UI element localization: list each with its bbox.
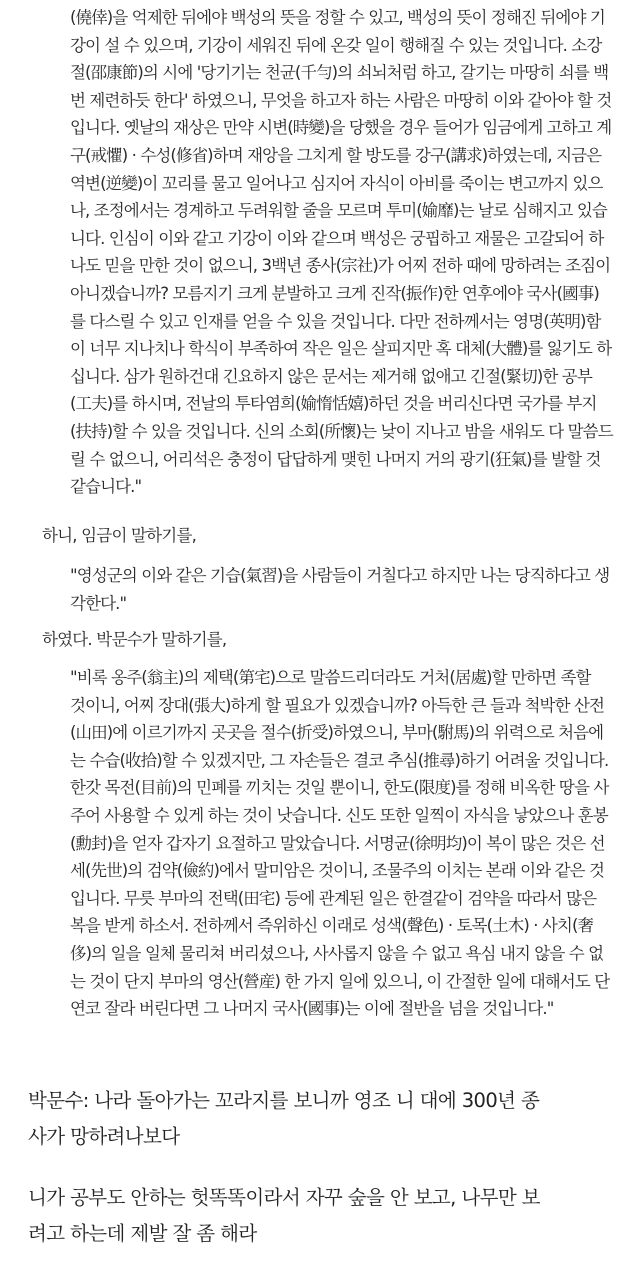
text-line: 이 너무 지나치나 학식이 부족하여 작은 일은 살피지만 혹 대체(大體)를 잃기도 하 <box>70 339 612 359</box>
text-line: 것이니, 어찌 장대(張大)하게 할 필요가 있겠습니까? 아득한 큰 들과 척박한 산전 <box>70 695 605 715</box>
text-line: 입니다. 무릇 부마의 전택(田宅) 등에 관계된 일은 한결같이 검약을 따라서 많은 <box>70 888 597 908</box>
text-line: (扶持)할 수 있을 것입니다. 신의 소회(所懷)는 낮이 지나고 밤을 새워도 다 말씀드 <box>70 421 613 441</box>
text-line: 절(邵康節)의 시에 '당기기는 천균(千勻)의 쇠뇌처럼 하고, 갈기는 마땅히 쇠를 백 <box>70 63 609 83</box>
king-reply-quote <box>70 562 630 617</box>
text-line: 각한다." <box>70 593 127 613</box>
text-line: (勳封)을 얻자 갑자기 요절하고 말았습니다. 서명균(徐明均)이 복이 많은 것은 선 <box>70 833 605 853</box>
text-line: 는 것이 단지 부마의 영산(營産) 한 가지 일에 있으니, 이 간절한 일에 대해서도 단 <box>70 971 610 991</box>
text-line: (山田)에 이르기까지 곳곳을 절수(折受)하였으니, 부마(駙馬)의 위력으로 처음에 <box>70 723 604 743</box>
text-line: 연코 잘라 버린다면 그 나머지 국사(國事)는 이에 절반을 넘을 것입니다." <box>70 999 554 1019</box>
comment-line: 려고 하는데 제발 잘 좀 해라 <box>28 1222 257 1245</box>
text-line: 세(先世)의 검약(儉約)에서 말미암은 것이니, 조물주의 이치는 본래 이와 같은 것 <box>70 861 605 881</box>
text-line: 복을 받게 하소서. 전하께서 즉위하신 이래로 성색(聲色) · 토목(土木) · 사치(奢 <box>70 916 594 936</box>
text-line: 같습니다." <box>70 477 142 497</box>
comment-line: 사가 망하려나보다 <box>28 1125 180 1148</box>
text-line: 강이 설 수 있으며, 기강이 세워진 뒤에 온갖 일이 행해질 수 있는 것입니다. 소강 <box>70 35 602 55</box>
text-line: (僥倖)을 억제한 뒤에야 백성의 뜻을 정할 수 있고, 백성의 뜻이 정해진 뒤에야 기 <box>70 8 605 27</box>
text-line: 구(戒懼) · 수성(修省)하며 재앙을 그치게 할 방도를 강구(講求)하였는데, 지금은 <box>70 145 602 165</box>
narration-park-speaks: 하였다. 박문수가 말하기를, <box>42 630 227 649</box>
text-line: 역변(逆變)이 꼬리를 물고 일어나고 심지어 자식이 아비를 죽이는 변고까지 있으 <box>70 173 603 193</box>
passage-park-munsu <box>70 664 630 1023</box>
text-line: 아니겠습니까? 모름지기 크게 분발하고 크게 진작(振作)한 연후에야 국사(國事) <box>70 283 599 303</box>
comment-line: 니가 공부도 안하는 헛똑똑이라서 자꾸 숲을 안 보고, 나무만 보 <box>28 1186 540 1209</box>
text-line: 번 제련하듯 한다' 하였으니, 무엇을 하고자 하는 사람은 마땅히 이와 같아야 할 것 <box>70 90 612 110</box>
text-line: 릴 수 없으니, 어리석은 충정이 답답하게 맺힌 나머지 거의 광기(狂氣)를 발할 것 <box>70 449 601 469</box>
text-line: 주어 사용할 수 있게 하는 것이 낫습니다. 신도 또한 일찍이 자식을 낳았으나 훈봉 <box>70 805 608 825</box>
text-line: (工夫)를 하시며, 전날의 투타염희(媮惰恬嬉)하던 것을 버리신다면 국가를 부지 <box>70 394 597 414</box>
comment-summary <box>28 1083 628 1155</box>
narration-king-speaks: 하니, 임금이 말하기를, <box>42 526 197 545</box>
text-line: 侈)의 일을 일체 물리쳐 버리셨으나, 사사롭지 않을 수 없고 욕심 내지 않을 수 없 <box>70 943 604 963</box>
text-line: "영성군의 이와 같은 기습(氣習)을 사람들이 거칠다고 하지만 나는 당직하다고 생 <box>70 566 610 585</box>
text-line: 십니다. 삼가 원하건대 긴요하지 않은 문서는 제거해 없애고 긴절(緊切)한 공부 <box>70 366 592 386</box>
text-line: 는 수습(收拾)할 수 있겠지만, 그 자손들은 결코 추심(推尋)하기 어려울 것입니다. <box>70 750 609 770</box>
text-line: 를 다스릴 수 있고 인재를 얻을 수 있을 것입니다. 다만 전하께서는 영명(英明)함 <box>70 311 601 331</box>
text-line: 나도 믿을 만한 것이 없으니, 3백년 종사(宗社)가 어찌 전하 때에 망하려는 조짐이 <box>70 256 611 276</box>
text-line: 한갓 목전(目前)의 민폐를 끼치는 것일 뿐이니, 한도(限度)를 정해 비옥한 땅을 사 <box>70 778 609 798</box>
text-line: 니다. 인심이 이와 같고 기강이 이와 같으며 백성은 궁핍하고 재물은 고갈되어 하 <box>70 228 604 248</box>
passage-memorial-continued <box>70 4 630 501</box>
comment-translation <box>28 1180 628 1252</box>
text-line: "비록 옹주(翁主)의 제택(第宅)으로 말씀드리더라도 거처(居處)할 만하면 족할 <box>70 668 591 687</box>
text-line: 나, 조정에서는 경계하고 두려워할 줄을 모르며 투미(媮靡)는 날로 심해지고 있습 <box>70 201 607 221</box>
text-line: 입니다. 옛날의 재상은 만약 시변(時變)을 당했을 경우 들어가 임금에게 고하고 계 <box>70 118 612 138</box>
comment-line: 박문수: 나라 돌아가는 꼬라지를 보니까 영조 니 대에 300년 종 <box>28 1089 540 1112</box>
